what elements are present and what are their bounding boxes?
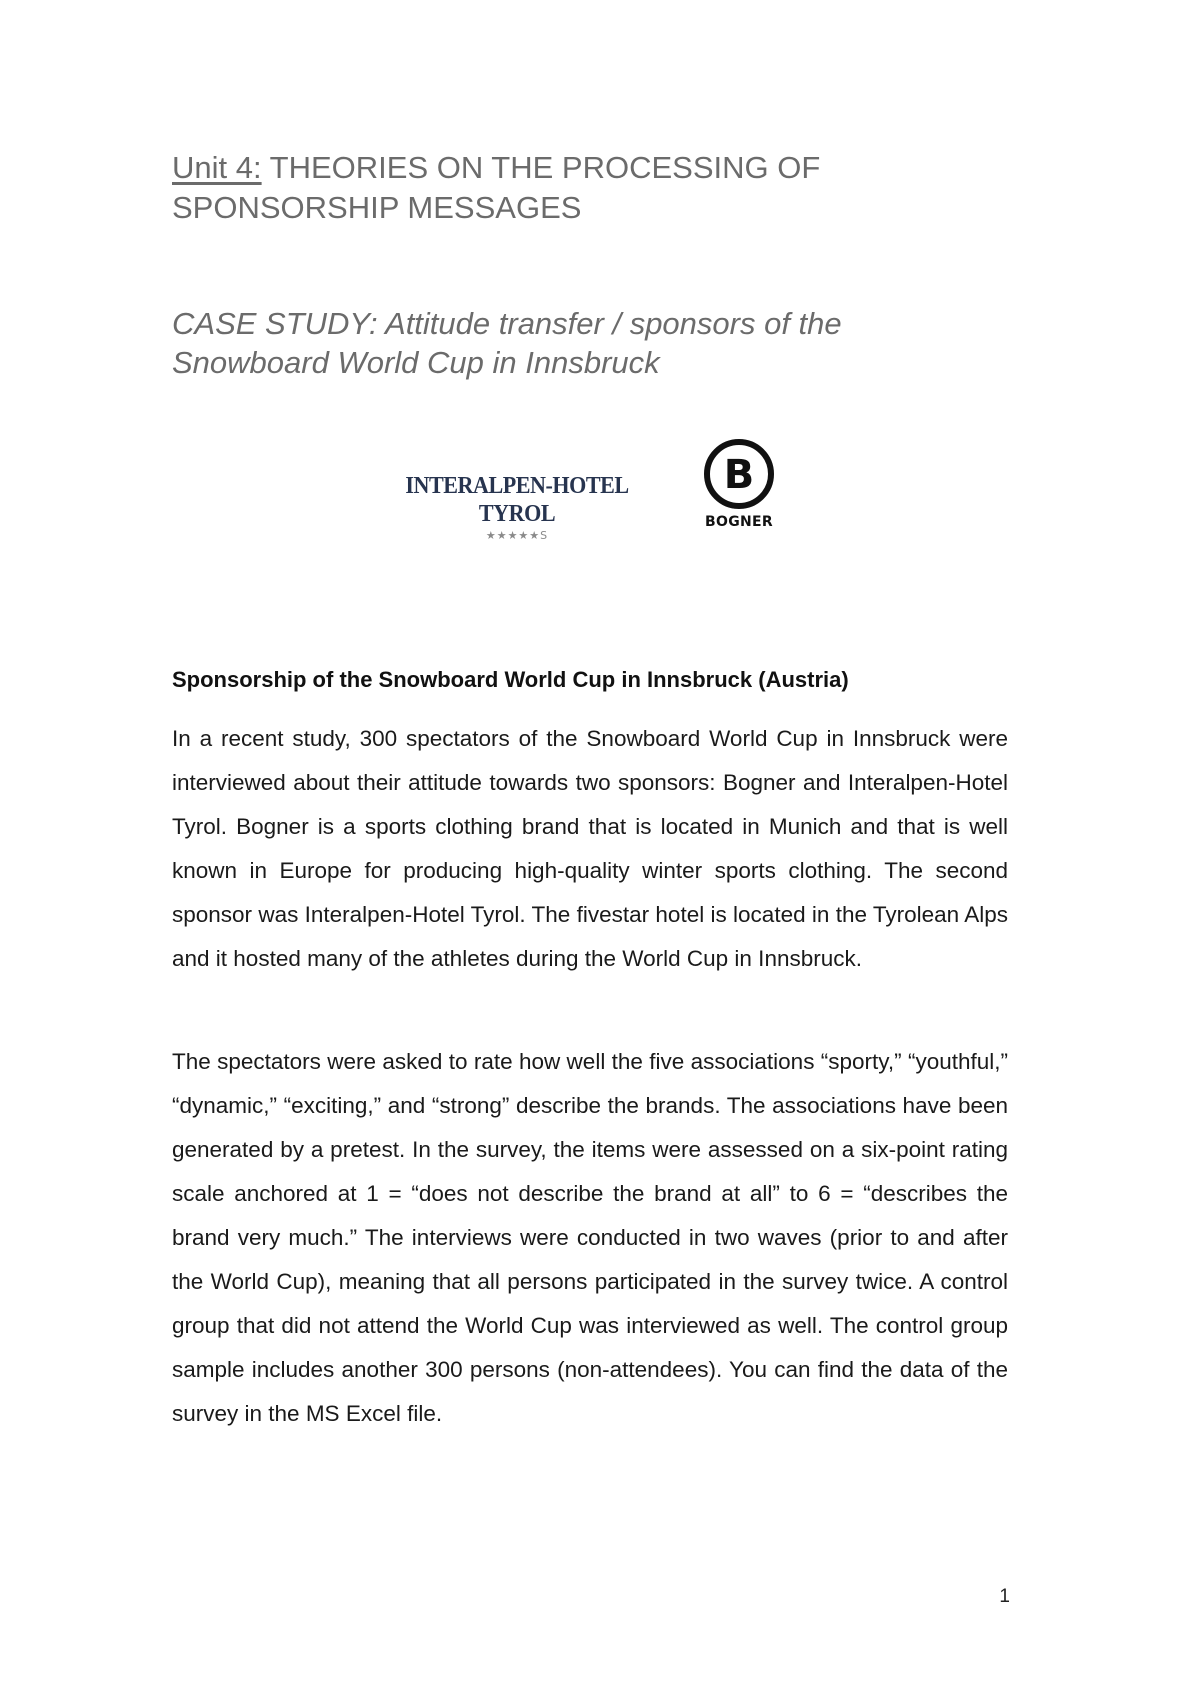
paragraph-survey-method: The spectators were asked to rate how well the five associations “sporty,” “youthful,” “dynamic,” “exciting,” and “strong” describe the brands. The associations have been generated by a pretest. In the survey, the items were assessed on a six-point rating scale anchored at 1 = “does not describe the brand at all” to 6 = “describes the brand very much.” The interviews were conducted in two waves (prior to and after the World Cup), meaning that all persons participated in the survey twice. A control group that did not attend the World Cup was interviewed as well. The control group sample includes another 300 persons (non-attendees). You can find the data of the survey in the MS Excel file. <box>172 1049 1008 1426</box>
interalpen-hotel-logo <box>372 472 662 542</box>
bogner-b-icon <box>703 438 775 510</box>
paragraph-study-intro: In a recent study, 300 spectators of the Snowboard World Cup in Innsbruck were interviewed about their attitude towards two sponsors: Bogner and Interalpen-Hotel Tyrol. Bogner is a sports clothing brand that is located in Munich and that is well known in Europe for producing high-quality winter sports clothing. The second sponsor was Interalpen-Hotel Tyrol. The fivestar hotel is located in the Tyrolean Alps and it hosted many of the athletes during the World Cup in Innsbruck. <box>172 726 1008 971</box>
case-study-heading: CASE STUDY: Attitude transfer / sponsors of the Snowboard World Cup in Innsbruck <box>172 306 842 380</box>
svg-text:B: B <box>723 452 755 498</box>
unit-title: THEORIES ON THE PROCESSING OF SPONSORSHIP MESSAGES <box>172 150 821 225</box>
unit-heading <box>172 148 932 228</box>
page-number: 1 <box>999 1586 1010 1607</box>
hotel-logo-wordmark: INTERALPEN-HOTEL TYROL <box>405 473 629 527</box>
section-title: Sponsorship of the Snowboard World Cup in Innsbruck (Austria) <box>172 667 849 692</box>
unit-label: Unit 4: <box>172 150 262 185</box>
hotel-stars-icon: ★★★★★S <box>485 529 549 542</box>
bogner-logo-wordmark: BOGNER <box>705 514 773 530</box>
bogner-logo <box>694 438 784 538</box>
